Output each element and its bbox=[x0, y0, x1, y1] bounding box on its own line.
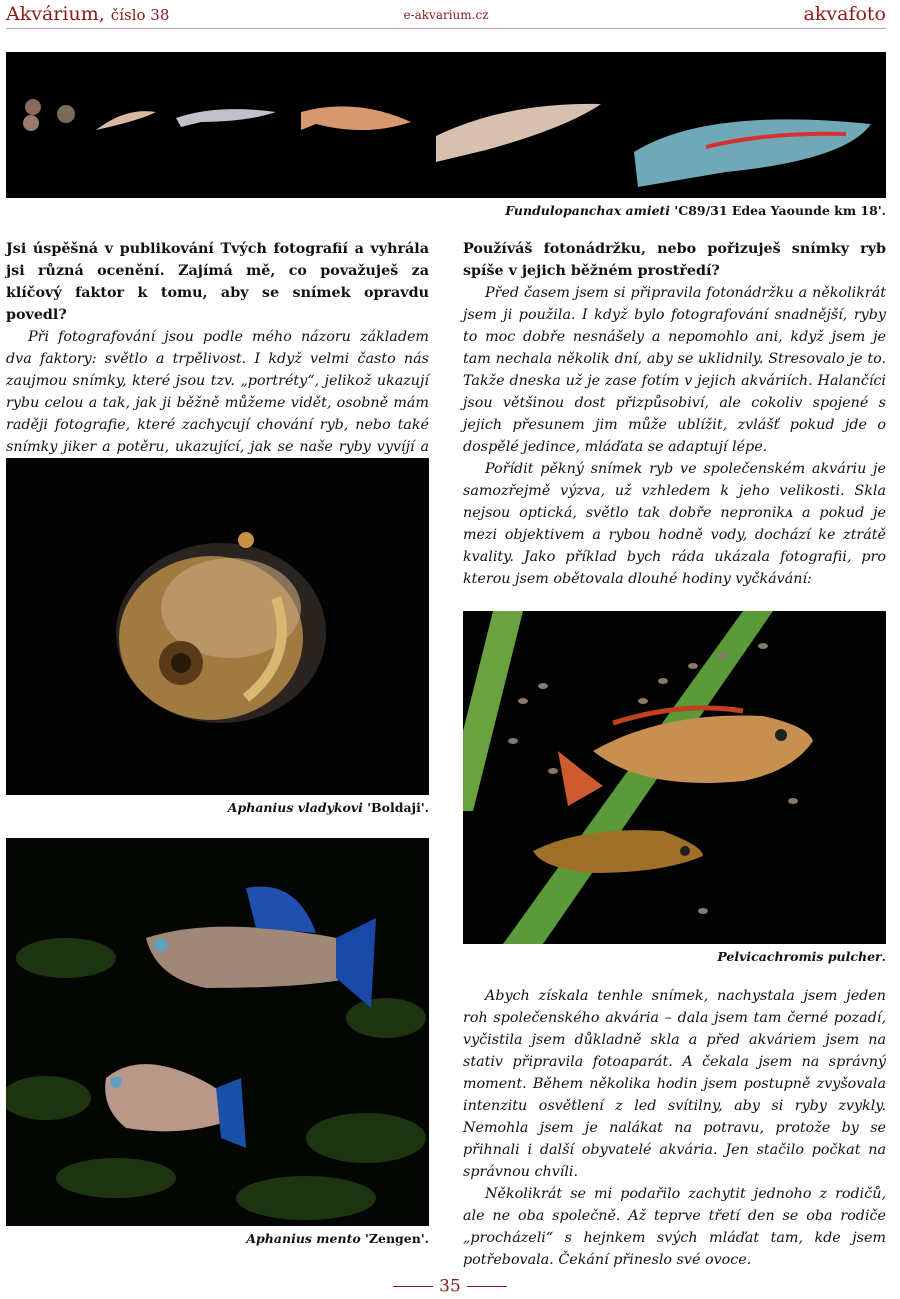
section-name: akvafoto bbox=[803, 3, 886, 25]
right-column-bottom bbox=[463, 985, 886, 1271]
caption-egg bbox=[6, 800, 429, 815]
page-number: 35 bbox=[439, 1276, 461, 1297]
caption-species: Aphanius mento bbox=[246, 1231, 361, 1246]
caption-variety: . bbox=[881, 949, 886, 964]
caption-species: Aphanius vladykovi bbox=[227, 800, 363, 815]
caption-variety: 'C89/31 Edea Yaounde km 18'. bbox=[670, 203, 886, 218]
interview-question: Jsi úspěšná v publikování Tvých fotografií a vyhrála jsi různá ocenění. Zajímá mě, co považuješ za klíčový faktor k tomu, aby se snímek opravdu povedl? bbox=[6, 241, 429, 323]
photo-egg bbox=[6, 458, 429, 795]
footer-divider bbox=[467, 1286, 507, 1287]
photo-fish-pair bbox=[6, 838, 429, 1226]
interview-answer: Před časem jsem si připravila fotonádržku a několikrát jsem ji použila. I když bylo fotografování snadnější, ryby to moc dobře nesnášely a nepomohlo ani, když jsem je tam nechala několik dní, aby se uklidnily. Stresovalo je to. Takže dneska už je zase fotím v jejich akváriích. Halančíci jsou většinou dost přizpůsobiví, ale cokoliv spojené s jejich přesunem jim může ublížit, zvlášť pokud jde o dospělé jedince, mláďata se adaptují lépe. bbox=[463, 285, 886, 455]
website-url[interactable]: e-akvarium.cz bbox=[403, 8, 489, 22]
interview-question: Používáš fotonádržku, nebo pořizuješ snímky ryb spíše v jejich běžném prostředí? bbox=[463, 241, 886, 279]
photo-cichlid bbox=[463, 611, 886, 944]
caption-cichlid bbox=[463, 949, 886, 964]
issue-number: číslo 38 bbox=[110, 6, 170, 24]
caption-fish-pair bbox=[6, 1231, 429, 1246]
caption-variety: 'Zengen'. bbox=[360, 1231, 429, 1246]
page-header bbox=[6, 0, 886, 29]
caption-variety: 'Boldaji'. bbox=[362, 800, 429, 815]
left-column bbox=[6, 238, 429, 480]
photo-fish-development bbox=[6, 52, 886, 198]
caption-species: Fundulopanchax amieti bbox=[505, 203, 671, 218]
interview-answer: Abych získala tenhle snímek, nachystala jsem jeden roh společenského akvária – dala jsem tam černé pozadí, vyčistila jsem důkladně skla a před akváriem jsem na stativ připravila fotoaparát. A čekala jsem na správný moment. Během několika hodin jsem postupně zvyšovala intenzitu osvětlení z led svítilny, aby si ryby zvykly. Nemohla jsem je nalákat na potravu, protože by se přihnali i další obyvatelé akvária. Jen stačilo počkat na správnou chvíli. bbox=[463, 988, 886, 1180]
interview-answer: Při fotografování jsou podle mého názoru základem dva faktory: světlo a trpělivost. I když velmi často nás zaujmou snímky, které jsou tzv. „portréty“, jelikož ukazují rybu celou a tak, jak ji běžně můžeme vidět, osobně mám raději fotografie, které zachycují chování ryb, nebo také snímky jiker a potěru, ukazující, jak se naše ryby vyvíjí a bbox=[6, 329, 429, 455]
interview-answer: Několikrát se mi podařilo zachytit jednoho z rodičů, ale ne oba společně. Až teprve třetí den se oba rodiče „procházeli“ s hejnkem svých mláďat tam, kde jsem potřebovala. Čekání přineslo své ovoce. bbox=[463, 1186, 886, 1268]
caption-fish-development bbox=[6, 203, 886, 218]
caption-species: Pelvicachromis pulcher bbox=[717, 949, 882, 964]
footer-divider bbox=[393, 1286, 433, 1287]
interview-answer: Pořídit pěkný snímek ryb ve společenském akváriu je samozřejmě výzva, už vzhledem k jeho velikosti. Skla nejsou optická, světlo tak dobře nepronikᴀ a pokud je mezi objektivem a rybou hodně vody, dochází ke ztrátě kvality. Jako příklad bych ráda ukázala fotografii, pro kterou jsem obětovala dlouhé hodiny vyčkávání: bbox=[463, 461, 886, 587]
magazine-name: Akvárium, bbox=[6, 3, 105, 25]
page-footer bbox=[0, 1276, 900, 1297]
right-column-top bbox=[463, 238, 886, 590]
